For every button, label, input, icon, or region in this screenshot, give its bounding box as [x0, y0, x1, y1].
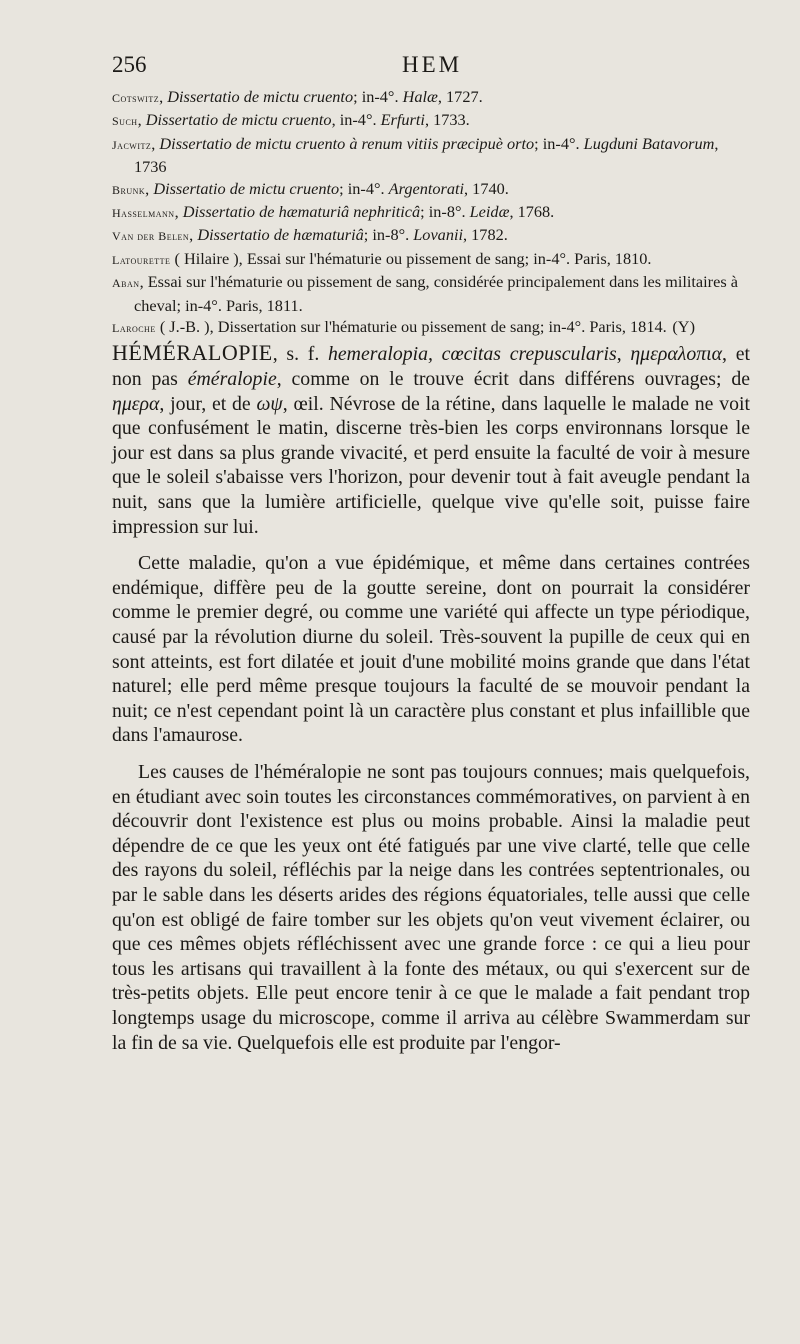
bib-entry: Brunk, Dissertatio de mictu cruento; in-4°. Argentorati, 1740.: [112, 178, 509, 198]
bib-entry: Hasselmann, Dissertatio de hæmaturiâ nephriticâ; in-8°. Leidæ, 1768.: [112, 202, 555, 222]
bib-entry: Laroche ( J.-B. ), Dissertation sur l'hématurie ou pissement de sang; in-4°. Paris, 1814. (Y): [112, 317, 695, 337]
paragraph: Cette maladie, qu'on a vue épidémique, et même dans certaines contrées endémique, diffère peu de la goutte sereine, dont on pourrait la considérer comme le premier degré, ou comme une variété qui affecte un type périodique, causé par la révolution diurne du soleil. Très-souvent la pupille de ceux qui en sont atteints, est fort dilatée et jouit d'une mobilité moins grande que dans l'état naturel; elle perd même presque toujours la faculté de se mouvoir pendant la nuit; ce n'est cependant point là un caractère plus constant et plus infaillible que dans l'amaurose.: [112, 552, 750, 747]
bib-entry: Jacwitz, Dissertatio de mictu cruento à renum vitiis præcipuè orto; in-4°. Lugduni Batavorum, 1736: [112, 133, 719, 177]
bib-entry: Cotswitz, Dissertatio de mictu cruento; in-4°. Halæ, 1727.: [112, 87, 483, 106]
bibliography: [112, 86, 750, 339]
page-number: 256: [112, 52, 147, 77]
paragraph: HÉMÉRALOPIE, s. f. hemeralopia, cœcitas crepuscularis, ημεραλοπια, et non pas éméralopie, comme on le trouve écrit dans différens ouvrages; de ημερα, jour, et de ωψ, œil. Névrose de la rétine, dans laquelle le malade ne voit que confusément le matin, discerne très-bien les corps environnans lorsque le jour est dans sa plus grande vivacité, et perd ensuite la faculté de voir à mesure que le soleil s'abaisse vers l'horizon, pour devenir tout à fait aveugle pendant la nuit, sans que la lumière artificielle, quelque vive qu'elle soit, puisse faire impression sur lui.: [112, 340, 750, 538]
bib-entry: Van der Belen, Dissertatio de hæmaturiâ; in-8°. Lovanii, 1782.: [112, 225, 508, 245]
article-body: [112, 341, 750, 1055]
headword: HÉMÉRALOPIE: [112, 340, 273, 366]
paragraph: Les causes de l'héméralopie ne sont pas toujours connues; mais quelquefois, en étudiant avec soin toutes les circonstances commémoratives, on parvient à en découvrir dont l'existence est plus ou moins probable. Ainsi la maladie peut dépendre de ce que les yeux ont été fatigués par une vive clarté, telle que celle des rayons du soleil, réfléchis par la neige dans les contrées septentrionales, ou par le sable dans les déserts arides des régions équatoriales, telle aussi que celle qu'on est obligé de faire tomber sur les objets qu'on veut vivement éclairer, ou que ces mêmes objets réfléchissent avec une grande force : ce qui a lieu pour tous les artisans qui travaillent à la fonte des métaux, ou qui s'exercent sur de très-petits objets. Elle peut encore tenir à ce que le malade a fait pendant trop longtemps usage du microscope, comme il arriva au célèbre Swammerdam sur la fin de sa vie. Quelquefois elle est produite par l'engor-: [112, 760, 750, 1054]
running-title: HEM: [402, 52, 463, 77]
bib-entry: Aban, Essai sur l'hématurie ou pissement de sang, considérée principalement dans les militaires à cheval; in-4°. Paris, 1811.: [112, 272, 738, 315]
bib-entry: Such, Dissertatio de mictu cruento, in-4°. Erfurti, 1733.: [112, 110, 470, 130]
signature-mark: (Y): [672, 317, 695, 337]
bib-entry: Latourette ( Hilaire ), Essai sur l'hématurie ou pissement de sang; in-4°. Paris, 1810.: [112, 248, 652, 268]
running-head: [112, 46, 750, 86]
